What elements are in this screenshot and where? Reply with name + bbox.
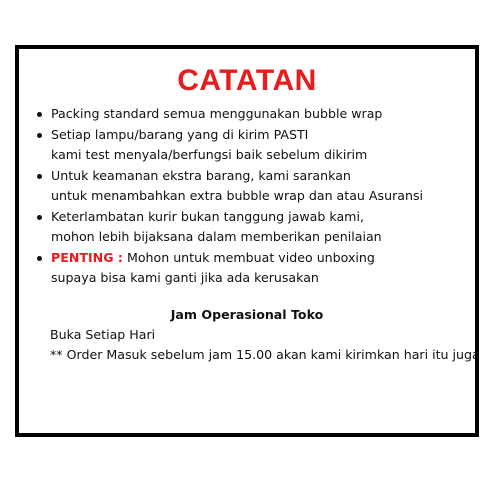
note-item-important (35, 248, 465, 289)
operating-hours-line: Buka Setiap Hari (50, 327, 156, 342)
note-line (51, 248, 465, 269)
note-line: mohon lebih bijaksana dalam memberikan penilaian (51, 229, 382, 244)
note-item (35, 166, 465, 207)
note-line: untuk menambahkan extra bubble wrap dan atau Asuransi (51, 188, 424, 203)
note-item (35, 207, 465, 248)
note-line: Keterlambatan kurir bukan tanggung jawab kami, (51, 208, 364, 224)
note-line: supaya bisa kami ganti jika ada kerusakan (51, 270, 319, 285)
note-item (35, 104, 465, 125)
note-line: Untuk keamanan ekstra barang, kami sarankan (51, 167, 351, 183)
notes-list (35, 104, 465, 289)
note-item (35, 125, 465, 166)
note-text: Mohon untuk membuat video unboxing (122, 249, 375, 265)
notice-frame (15, 45, 479, 437)
important-label: PENTING : (51, 249, 123, 265)
note-line: Setiap lampu/barang yang di kirim PASTI (51, 126, 309, 142)
note-line: Packing standard semua menggunakan bubble wrap (51, 106, 383, 121)
notice-title: CATATAN (177, 64, 317, 97)
order-cutoff-note: ** Order Masuk sebelum jam 15.00 akan kami kirimkan hari itu juga (50, 347, 480, 362)
note-line: kami test menyala/berfungsi baik sebelum dikirim (51, 147, 368, 162)
operating-hours-heading: Jam Operasional Toko (170, 307, 324, 322)
